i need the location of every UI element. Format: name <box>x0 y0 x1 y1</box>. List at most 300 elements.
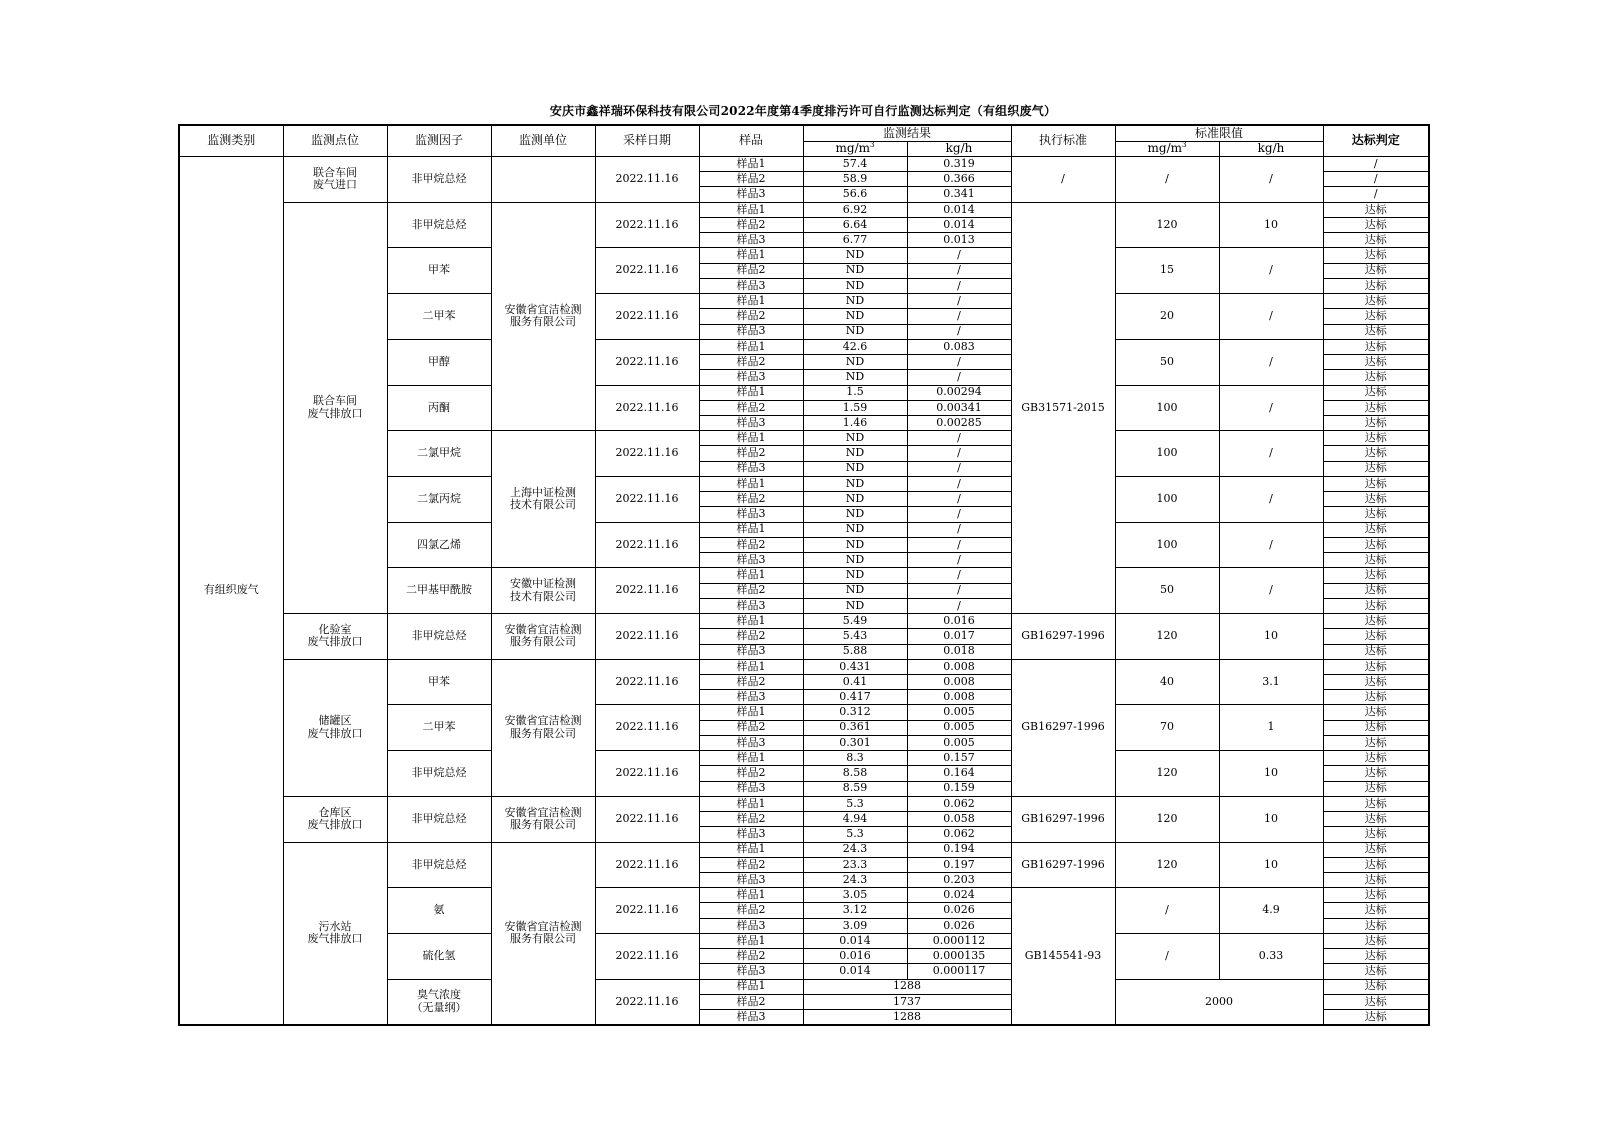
sample-cell: 样品2 <box>699 492 803 507</box>
result-mg-cell: 8.3 <box>803 751 907 766</box>
judgement-cell: 达标 <box>1323 857 1429 872</box>
result-kg-cell: 0.203 <box>907 873 1011 888</box>
judgement-cell: 达标 <box>1323 629 1429 644</box>
result-mg-cell: ND <box>803 248 907 263</box>
limit-mg-cell: 100 <box>1115 522 1219 568</box>
sample-cell: 样品1 <box>699 705 803 720</box>
date-cell: 2022.11.16 <box>595 385 699 431</box>
limit-mg-cell: 120 <box>1115 796 1219 842</box>
judgement-cell: 达标 <box>1323 339 1429 354</box>
result-mg-cell: ND <box>803 294 907 309</box>
limit-kg-cell: / <box>1219 294 1323 340</box>
result-kg-cell: / <box>907 324 1011 339</box>
judgement-cell: 达标 <box>1323 568 1429 583</box>
sample-cell: 样品1 <box>699 933 803 948</box>
point-cell: 联合车间 废气排放口 <box>283 202 387 613</box>
header-point: 监测点位 <box>283 125 387 157</box>
unit-cell: 安徽省宜洁检测 服务有限公司 <box>491 842 595 1025</box>
sample-cell: 样品3 <box>699 278 803 293</box>
judgement-cell: 达标 <box>1323 431 1429 446</box>
sample-cell: 样品3 <box>699 461 803 476</box>
limit-kg-cell: / <box>1219 431 1323 477</box>
result-kg-cell: / <box>907 507 1011 522</box>
unit-cell: 安徽中证检测 技术有限公司 <box>491 568 595 614</box>
date-cell: 2022.11.16 <box>595 933 699 979</box>
sample-cell: 样品2 <box>699 720 803 735</box>
factor-cell: 甲醇 <box>387 339 491 385</box>
result-kg-cell: 0.024 <box>907 888 1011 903</box>
result-mg-cell: 0.016 <box>803 949 907 964</box>
factor-cell: 氨 <box>387 888 491 934</box>
factor-cell: 甲苯 <box>387 659 491 705</box>
judgement-cell: 达标 <box>1323 522 1429 537</box>
table-row <box>179 659 1429 674</box>
sample-cell: 样品1 <box>699 842 803 857</box>
header-limit-mg: $mg/m^3$ <box>1115 141 1219 156</box>
limit-mg-cell: 50 <box>1115 568 1219 614</box>
table-row <box>179 157 1429 172</box>
limit-kg-cell: / <box>1219 339 1323 385</box>
limit-kg-cell: / <box>1219 568 1323 614</box>
judgement-cell: 达标 <box>1323 537 1429 552</box>
standard-cell: GB16297-1996 <box>1011 659 1115 796</box>
result-mg-cell: ND <box>803 492 907 507</box>
result-mg-cell: 0.301 <box>803 735 907 750</box>
result-mg-cell: ND <box>803 553 907 568</box>
result-mg-cell: ND <box>803 278 907 293</box>
sample-cell: 样品3 <box>699 187 803 202</box>
header-limit-kg: kg/h <box>1219 141 1323 156</box>
sample-cell: 样品1 <box>699 659 803 674</box>
judgement-cell: 达标 <box>1323 918 1429 933</box>
limit-mg-cell: / <box>1115 933 1219 979</box>
sample-cell: 样品1 <box>699 157 803 172</box>
judgement-cell: 达标 <box>1323 781 1429 796</box>
limit-kg-cell: 10 <box>1219 751 1323 797</box>
factor-cell: 非甲烷总烃 <box>387 842 491 888</box>
header-results: 监测结果 <box>803 125 1011 141</box>
sample-cell: 样品1 <box>699 888 803 903</box>
judgement-cell: 达标 <box>1323 674 1429 689</box>
sample-cell: 样品2 <box>699 263 803 278</box>
sample-cell: 样品3 <box>699 233 803 248</box>
result-kg-cell: / <box>907 553 1011 568</box>
result-kg-cell: / <box>907 583 1011 598</box>
sample-cell: 样品2 <box>699 172 803 187</box>
point-cell: 联合车间 废气进口 <box>283 157 387 203</box>
judgement-cell: 达标 <box>1323 964 1429 979</box>
judgement-cell: 达标 <box>1323 735 1429 750</box>
result-kg-cell: / <box>907 598 1011 613</box>
result-mg-cell: ND <box>803 370 907 385</box>
result-mg-cell: 4.94 <box>803 812 907 827</box>
result-mg-cell: 5.88 <box>803 644 907 659</box>
judgement-cell: 达标 <box>1323 370 1429 385</box>
result-mg-cell: 0.361 <box>803 720 907 735</box>
result-kg-cell: 0.000135 <box>907 949 1011 964</box>
judgement-cell: 达标 <box>1323 1010 1429 1025</box>
judgement-cell: 达标 <box>1323 979 1429 994</box>
judgement-cell: / <box>1323 187 1429 202</box>
judgement-cell: 达标 <box>1323 598 1429 613</box>
date-cell: 2022.11.16 <box>595 842 699 888</box>
header-factor: 监测因子 <box>387 125 491 157</box>
result-mg-cell: 57.4 <box>803 157 907 172</box>
sample-cell: 样品1 <box>699 248 803 263</box>
result-kg-cell: 0.005 <box>907 705 1011 720</box>
result-mg-cell: 0.312 <box>803 705 907 720</box>
limit-kg-cell: 0.33 <box>1219 933 1323 979</box>
judgement-cell: 达标 <box>1323 812 1429 827</box>
judgement-cell: 达标 <box>1323 476 1429 491</box>
result-kg-cell: 0.013 <box>907 233 1011 248</box>
limit-mg-cell: 120 <box>1115 842 1219 888</box>
sample-cell: 样品2 <box>699 766 803 781</box>
sample-cell: 样品3 <box>699 964 803 979</box>
result-kg-cell: 0.014 <box>907 217 1011 232</box>
sample-cell: 样品2 <box>699 446 803 461</box>
factor-cell: 四氯乙烯 <box>387 522 491 568</box>
sample-cell: 样品3 <box>699 324 803 339</box>
date-cell: 2022.11.16 <box>595 476 699 522</box>
judgement-cell: 达标 <box>1323 659 1429 674</box>
limit-kg-cell: / <box>1219 476 1323 522</box>
result-mg-cell: 6.77 <box>803 233 907 248</box>
result-kg-cell: 0.008 <box>907 690 1011 705</box>
judgement-cell: / <box>1323 172 1429 187</box>
limit-kg-cell: / <box>1219 157 1323 203</box>
result-mg-cell: 23.3 <box>803 857 907 872</box>
result-kg-cell: 0.016 <box>907 614 1011 629</box>
result-kg-cell: 0.058 <box>907 812 1011 827</box>
header-result-kg: kg/h <box>907 141 1011 156</box>
limit-kg-cell: 10 <box>1219 796 1323 842</box>
date-cell: 2022.11.16 <box>595 431 699 477</box>
date-cell: 2022.11.16 <box>595 202 699 248</box>
sample-cell: 样品1 <box>699 431 803 446</box>
result-kg-cell: / <box>907 568 1011 583</box>
judgement-cell: 达标 <box>1323 263 1429 278</box>
result-mg-cell: 24.3 <box>803 842 907 857</box>
result-kg-cell: 0.157 <box>907 751 1011 766</box>
unit-cell: 安徽省宜洁检测 服务有限公司 <box>491 202 595 431</box>
limit-mg-cell: 100 <box>1115 431 1219 477</box>
result-mg-cell: 5.49 <box>803 614 907 629</box>
result-mg-cell: ND <box>803 446 907 461</box>
result-mg-cell: 0.014 <box>803 933 907 948</box>
header-limit: 标准限值 <box>1115 125 1323 141</box>
point-cell: 化验室 废气排放口 <box>283 614 387 660</box>
limit-mg-cell: 40 <box>1115 659 1219 705</box>
result-kg-cell: / <box>907 370 1011 385</box>
judgement-cell: 达标 <box>1323 766 1429 781</box>
result-mg-cell: ND <box>803 507 907 522</box>
factor-cell: 二甲苯 <box>387 294 491 340</box>
result-mg-cell: ND <box>803 583 907 598</box>
limit-mg-cell: / <box>1115 157 1219 203</box>
sample-cell: 样品2 <box>699 857 803 872</box>
result-kg-cell: / <box>907 309 1011 324</box>
page-title: 安庆市鑫祥瑞环保科技有限公司2022年度第4季度排污许可自行监测达标判定（有组织废气） <box>549 104 1057 118</box>
result-mg-cell: ND <box>803 461 907 476</box>
sample-cell: 样品2 <box>699 217 803 232</box>
sample-cell: 样品1 <box>699 385 803 400</box>
limit-mg-cell: / <box>1115 888 1219 934</box>
unit-cell: 安徽省宜洁检测 服务有限公司 <box>491 659 595 796</box>
judgement-cell: 达标 <box>1323 507 1429 522</box>
result-kg-cell: 0.000112 <box>907 933 1011 948</box>
result-mg-cell: ND <box>803 568 907 583</box>
result-mg-cell: 3.09 <box>803 918 907 933</box>
factor-cell: 二氯甲烷 <box>387 431 491 477</box>
judgement-cell: 达标 <box>1323 324 1429 339</box>
result-mg-cell: ND <box>803 263 907 278</box>
sample-cell: 样品1 <box>699 202 803 217</box>
result-merged-cell: 1737 <box>803 994 1011 1009</box>
limit-mg-cell: 120 <box>1115 202 1219 248</box>
standard-cell: GB145541-93 <box>1011 888 1115 1025</box>
point-cell: 污水站 废气排放口 <box>283 842 387 1025</box>
limit-mg-cell: 120 <box>1115 614 1219 660</box>
sample-cell: 样品2 <box>699 994 803 1009</box>
judgement-cell: 达标 <box>1323 949 1429 964</box>
result-merged-cell: 1288 <box>803 1010 1011 1025</box>
factor-cell: 二甲基甲酰胺 <box>387 568 491 614</box>
sample-cell: 样品3 <box>699 918 803 933</box>
sample-cell: 样品3 <box>699 415 803 430</box>
standard-cell: GB16297-1996 <box>1011 614 1115 660</box>
result-mg-cell: 3.05 <box>803 888 907 903</box>
result-kg-cell: / <box>907 263 1011 278</box>
sample-cell: 样品3 <box>699 873 803 888</box>
unit-cell: 上海中证检测 技术有限公司 <box>491 431 595 568</box>
factor-cell: 甲苯 <box>387 248 491 294</box>
result-kg-cell: 0.008 <box>907 674 1011 689</box>
judgement-cell: 达标 <box>1323 614 1429 629</box>
result-kg-cell: / <box>907 431 1011 446</box>
unit-cell: 安徽省宜洁检测 服务有限公司 <box>491 796 595 842</box>
result-kg-cell: 0.194 <box>907 842 1011 857</box>
result-mg-cell: 58.9 <box>803 172 907 187</box>
sample-cell: 样品3 <box>699 553 803 568</box>
result-kg-cell: 0.017 <box>907 629 1011 644</box>
result-kg-cell: 0.366 <box>907 172 1011 187</box>
result-mg-cell: ND <box>803 522 907 537</box>
sample-cell: 样品3 <box>699 1010 803 1025</box>
result-mg-cell: ND <box>803 537 907 552</box>
result-kg-cell: 0.00341 <box>907 400 1011 415</box>
sample-cell: 样品1 <box>699 796 803 811</box>
result-kg-cell: 0.062 <box>907 796 1011 811</box>
result-kg-cell: 0.026 <box>907 903 1011 918</box>
result-mg-cell: ND <box>803 324 907 339</box>
sample-cell: 样品3 <box>699 781 803 796</box>
limit-merged-cell: 2000 <box>1115 979 1323 1025</box>
result-mg-cell: 0.014 <box>803 964 907 979</box>
judgement-cell: 达标 <box>1323 903 1429 918</box>
limit-kg-cell: / <box>1219 248 1323 294</box>
judgement-cell: 达标 <box>1323 202 1429 217</box>
sample-cell: 样品2 <box>699 629 803 644</box>
sample-cell: 样品3 <box>699 507 803 522</box>
result-mg-cell: 56.6 <box>803 187 907 202</box>
result-mg-cell: ND <box>803 598 907 613</box>
result-kg-cell: / <box>907 355 1011 370</box>
judgement-cell: 达标 <box>1323 400 1429 415</box>
sample-cell: 样品2 <box>699 537 803 552</box>
result-kg-cell: / <box>907 537 1011 552</box>
sample-cell: 样品1 <box>699 614 803 629</box>
result-kg-cell: 0.014 <box>907 202 1011 217</box>
judgement-cell: 达标 <box>1323 690 1429 705</box>
header-category: 监测类别 <box>179 125 283 157</box>
date-cell: 2022.11.16 <box>595 294 699 340</box>
factor-cell: 臭气浓度 （无量纲） <box>387 979 491 1025</box>
judgement-cell: 达标 <box>1323 461 1429 476</box>
result-mg-cell: 0.417 <box>803 690 907 705</box>
sample-cell: 样品2 <box>699 903 803 918</box>
limit-kg-cell: 1 <box>1219 705 1323 751</box>
result-kg-cell: 0.005 <box>907 720 1011 735</box>
judgement-cell: 达标 <box>1323 492 1429 507</box>
judgement-cell: 达标 <box>1323 355 1429 370</box>
result-mg-cell: ND <box>803 431 907 446</box>
limit-mg-cell: 15 <box>1115 248 1219 294</box>
date-cell: 2022.11.16 <box>595 888 699 934</box>
sample-cell: 样品1 <box>699 979 803 994</box>
header-sample: 样品 <box>699 125 803 157</box>
judgement-cell: 达标 <box>1323 705 1429 720</box>
date-cell: 2022.11.16 <box>595 705 699 751</box>
header-judgement: 达标判定 <box>1323 125 1429 157</box>
limit-mg-cell: 120 <box>1115 751 1219 797</box>
date-cell: 2022.11.16 <box>595 568 699 614</box>
result-kg-cell: 0.341 <box>907 187 1011 202</box>
result-kg-cell: 0.159 <box>907 781 1011 796</box>
judgement-cell: 达标 <box>1323 553 1429 568</box>
result-mg-cell: 0.41 <box>803 674 907 689</box>
result-mg-cell: ND <box>803 476 907 491</box>
judgement-cell: 达标 <box>1323 644 1429 659</box>
limit-kg-cell: 10 <box>1219 842 1323 888</box>
sample-cell: 样品1 <box>699 476 803 491</box>
date-cell: 2022.11.16 <box>595 796 699 842</box>
result-kg-cell: 0.319 <box>907 157 1011 172</box>
category-cell: 有组织废气 <box>179 157 283 1026</box>
factor-cell: 非甲烷总烃 <box>387 614 491 660</box>
sample-cell: 样品2 <box>699 949 803 964</box>
limit-kg-cell: 3.1 <box>1219 659 1323 705</box>
result-mg-cell: 3.12 <box>803 903 907 918</box>
result-mg-cell: 0.431 <box>803 659 907 674</box>
judgement-cell: 达标 <box>1323 385 1429 400</box>
judgement-cell: 达标 <box>1323 278 1429 293</box>
judgement-cell: 达标 <box>1323 248 1429 263</box>
header-row-1 <box>179 125 1429 141</box>
sample-cell: 样品1 <box>699 339 803 354</box>
result-mg-cell: 42.6 <box>803 339 907 354</box>
result-kg-cell: 0.018 <box>907 644 1011 659</box>
factor-cell: 非甲烷总烃 <box>387 796 491 842</box>
factor-cell: 二甲苯 <box>387 705 491 751</box>
result-kg-cell: 0.000117 <box>907 964 1011 979</box>
standard-cell: / <box>1011 157 1115 203</box>
judgement-cell: 达标 <box>1323 720 1429 735</box>
date-cell: 2022.11.16 <box>595 979 699 1025</box>
table-row <box>179 614 1429 629</box>
limit-mg-cell: 20 <box>1115 294 1219 340</box>
result-mg-cell: 1.59 <box>803 400 907 415</box>
date-cell: 2022.11.16 <box>595 614 699 660</box>
result-mg-cell: 6.92 <box>803 202 907 217</box>
limit-mg-cell: 100 <box>1115 385 1219 431</box>
standard-cell: GB16297-1996 <box>1011 842 1115 888</box>
result-kg-cell: / <box>907 492 1011 507</box>
judgement-cell: 达标 <box>1323 796 1429 811</box>
sample-cell: 样品1 <box>699 751 803 766</box>
result-mg-cell: 1.46 <box>803 415 907 430</box>
result-kg-cell: 0.00294 <box>907 385 1011 400</box>
date-cell: 2022.11.16 <box>595 522 699 568</box>
date-cell: 2022.11.16 <box>595 157 699 203</box>
judgement-cell: 达标 <box>1323 933 1429 948</box>
standard-cell: GB16297-1996 <box>1011 796 1115 842</box>
result-mg-cell: 8.58 <box>803 766 907 781</box>
result-kg-cell: 0.008 <box>907 659 1011 674</box>
table-row <box>179 842 1429 857</box>
sample-cell: 样品3 <box>699 735 803 750</box>
result-kg-cell: / <box>907 294 1011 309</box>
limit-kg-cell: 10 <box>1219 614 1323 660</box>
point-cell: 仓库区 废气排放口 <box>283 796 387 842</box>
judgement-cell: 达标 <box>1323 583 1429 598</box>
factor-cell: 非甲烷总烃 <box>387 751 491 797</box>
result-kg-cell: / <box>907 522 1011 537</box>
result-kg-cell: / <box>907 476 1011 491</box>
limit-kg-cell: / <box>1219 385 1323 431</box>
table-row <box>179 202 1429 217</box>
limit-kg-cell: / <box>1219 522 1323 568</box>
judgement-cell: 达标 <box>1323 446 1429 461</box>
result-mg-cell: 5.43 <box>803 629 907 644</box>
header-result-mg: $mg/m^3$ <box>803 141 907 156</box>
limit-mg-cell: 70 <box>1115 705 1219 751</box>
sample-cell: 样品2 <box>699 355 803 370</box>
factor-cell: 非甲烷总烃 <box>387 202 491 248</box>
sample-cell: 样品2 <box>699 309 803 324</box>
unit-cell <box>491 157 595 203</box>
result-mg-cell: ND <box>803 309 907 324</box>
date-cell: 2022.11.16 <box>595 339 699 385</box>
result-kg-cell: 0.00285 <box>907 415 1011 430</box>
monitoring-table <box>178 124 1430 1026</box>
limit-mg-cell: 100 <box>1115 476 1219 522</box>
judgement-cell: 达标 <box>1323 873 1429 888</box>
result-mg-cell: 1.5 <box>803 385 907 400</box>
judgement-cell: 达标 <box>1323 415 1429 430</box>
sample-cell: 样品2 <box>699 674 803 689</box>
result-mg-cell: 24.3 <box>803 873 907 888</box>
sample-cell: 样品3 <box>699 690 803 705</box>
result-mg-cell: 6.64 <box>803 217 907 232</box>
judgement-cell: 达标 <box>1323 888 1429 903</box>
limit-kg-cell: 4.9 <box>1219 888 1323 934</box>
date-cell: 2022.11.16 <box>595 659 699 705</box>
judgement-cell: 达标 <box>1323 294 1429 309</box>
factor-cell: 硫化氢 <box>387 933 491 979</box>
result-merged-cell: 1288 <box>803 979 1011 994</box>
judgement-cell: 达标 <box>1323 309 1429 324</box>
